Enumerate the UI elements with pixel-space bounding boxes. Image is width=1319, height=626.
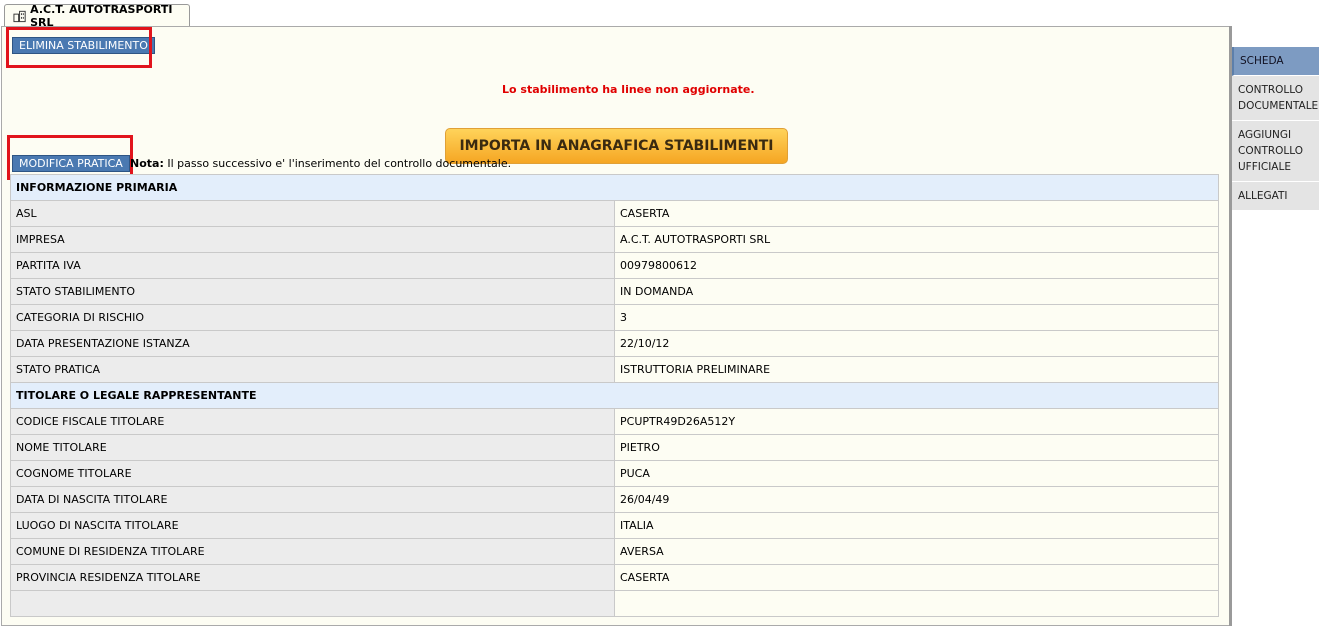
table-row: COGNOME TITOLARE PUCA xyxy=(11,461,1219,487)
tab-stabilimento[interactable] xyxy=(4,2,190,29)
table-row: PARTITA IVA 00979800612 xyxy=(11,253,1219,279)
sidebar-item-controllo-documentale[interactable]: CONTROLLO DOCUMENTALE xyxy=(1232,76,1319,121)
sidebar-item-allegati[interactable]: ALLEGATI xyxy=(1232,182,1319,211)
note-text: Il passo successivo e' l'inserimento del controllo documentale. xyxy=(167,157,512,170)
section-header: INFORMAZIONE PRIMARIA xyxy=(11,175,1219,201)
table-row: ASL CASERTA xyxy=(11,201,1219,227)
elimina-stabilimento-button[interactable]: ELIMINA STABILIMENTO xyxy=(12,37,155,54)
details-table xyxy=(10,174,1219,617)
table-row: IMPRESA A.C.T. AUTOTRASPORTI SRL xyxy=(11,227,1219,253)
sidebar xyxy=(1232,47,1319,211)
table-row: STATO STABILIMENTO IN DOMANDA xyxy=(11,279,1219,305)
tab-title: A.C.T. AUTOTRASPORTI SRL xyxy=(30,2,173,29)
table-row: STATO PRATICA ISTRUTTORIA PRELIMINARE xyxy=(11,357,1219,383)
sidebar-item-scheda[interactable]: SCHEDA xyxy=(1232,47,1319,76)
table-row: CATEGORIA DI RISCHIO 3 xyxy=(11,305,1219,331)
building-icon xyxy=(13,9,26,23)
note-label: Nota: xyxy=(130,157,164,170)
table-row: PROVINCIA RESIDENZA TITOLARE CASERTA xyxy=(11,565,1219,591)
highlight-elimina xyxy=(6,27,152,68)
table-row xyxy=(11,591,1219,617)
table-row: COMUNE DI RESIDENZA TITOLARE AVERSA xyxy=(11,539,1219,565)
table-row: NOME TITOLARE PIETRO xyxy=(11,435,1219,461)
warning-message: Lo stabilimento ha linee non aggiornate. xyxy=(502,83,755,96)
sidebar-item-aggiungi-controllo-ufficiale[interactable]: AGGIUNGI CONTROLLO UFFICIALE xyxy=(1232,121,1319,182)
note xyxy=(130,157,511,170)
modifica-pratica-button[interactable]: MODIFICA PRATICA xyxy=(12,155,130,172)
section-header: TITOLARE O LEGALE RAPPRESENTANTE xyxy=(11,383,1219,409)
table-row: CODICE FISCALE TITOLARE PCUPTR49D26A512Y xyxy=(11,409,1219,435)
table-row: LUOGO DI NASCITA TITOLARE ITALIA xyxy=(11,513,1219,539)
table-row: DATA DI NASCITA TITOLARE 26/04/49 xyxy=(11,487,1219,513)
importa-anagrafica-button[interactable]: IMPORTA IN ANAGRAFICA STABILIMENTI xyxy=(445,128,788,164)
table-row: DATA PRESENTAZIONE ISTANZA 22/10/12 xyxy=(11,331,1219,357)
